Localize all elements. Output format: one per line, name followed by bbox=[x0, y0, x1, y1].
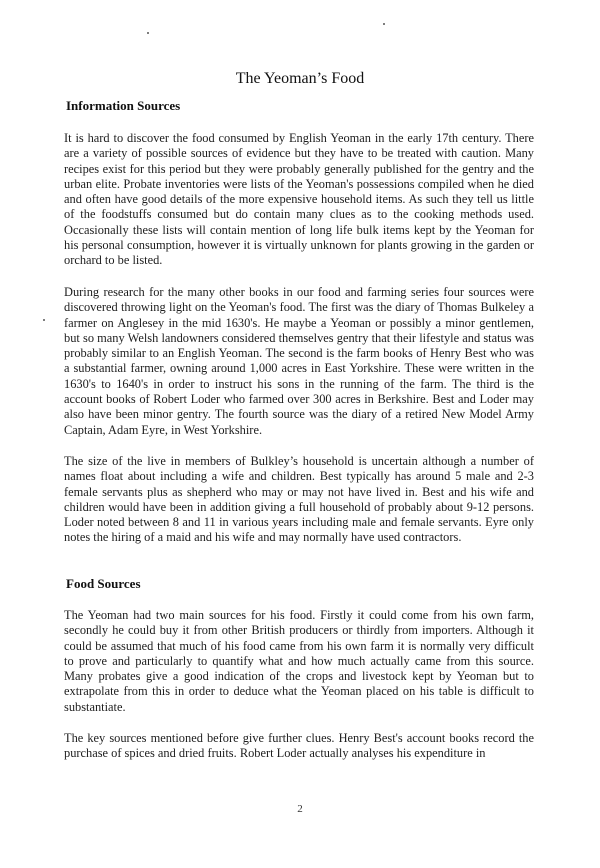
section-heading-food-sources: Food Sources bbox=[66, 576, 141, 591]
page-number: 2 bbox=[297, 803, 303, 815]
page-title: The Yeoman’s Food bbox=[235, 70, 365, 87]
paragraph-food-2: The key sources mentioned before give further clues. Henry Best's account books record the purchase of spices and dried fruits. Robert Loder actually analyses his expenditure in bbox=[64, 731, 534, 761]
scan-speck-1 bbox=[147, 32, 149, 34]
section-heading-information-sources: Information Sources bbox=[66, 98, 181, 113]
paragraph-information-3: The size of the live in members of Bulkley’s household is uncertain although a number of names float about including a wife and children. Best typically has around 5 male and 2-3 female servants plus as shepherd who may or may not have lived in. Best and his wife and children would have been in addition giving a full household of probably about 9-12 persons. Loder noted between 8 and 11 in various years including male and female servants. Eyre only notes the hiring of a maid and his wife and may normally have used contractors. bbox=[64, 454, 534, 545]
paragraph-food-1: The Yeoman had two main sources for his food. Firstly it could come from his own farm, secondly he could buy it from other British producers or thirdly from importers. Although it could be assumed that much of his food came from his own farm it is normally very difficult to prove and particularly to quantify what and how much actually came from this source. Many probates give a good indication of the crops and livestock kept by Yeoman but to extrapolate from this in order to deduce what the Yeoman placed on his table is difficult to substantiate. bbox=[64, 608, 534, 714]
paragraph-information-1: It is hard to discover the food consumed by English Yeoman in the early 17th century. There are a variety of possible sources of evidence but they have to be treated with caution. Many recipes exist for this period but they were probably generally published for the gentry and the urban elite. Probate inventories were lists of the Yeoman's possessions compiled when he died and often have good details of the more expensive household items. As such they tell us little of the foodstuffs consumed but do contain many clues as to the cooking methods used. Occasionally these lists will contain mention of long life bulk items kept by the Yeoman for his personal consumption, however it is virtually unknown for plants growing in the garden or orchard to be listed. bbox=[64, 131, 534, 268]
scan-speck-2 bbox=[383, 23, 385, 25]
paragraph-information-2: During research for the many other books in our food and farming series four sources were discovered throwing light on the Yeoman's food. The first was the diary of Thomas Bulkeley a farmer on Anglesey in the mid 1630's. He maybe a Yeoman or possibly a minor gentlemen, but so many Welsh landowners considered themselves gentry that their lifestyle and status was probably similar to an English Yeoman. The second is the farm books of Henry Best who was a substantial farmer, owning around 1,000 acres in East Yorkshire. These were written in the 1630's to 1640's in order to instruct his sons in the running of the farm. The third is the account books of Robert Loder who farmed over 300 acres in Berkshire. Best and Loder may also have been minor gentry. The fourth source was the diary of a retired New Model Army Captain, Adam Eyre, in West Yorkshire. bbox=[64, 285, 534, 437]
scan-speck-3 bbox=[43, 319, 45, 321]
